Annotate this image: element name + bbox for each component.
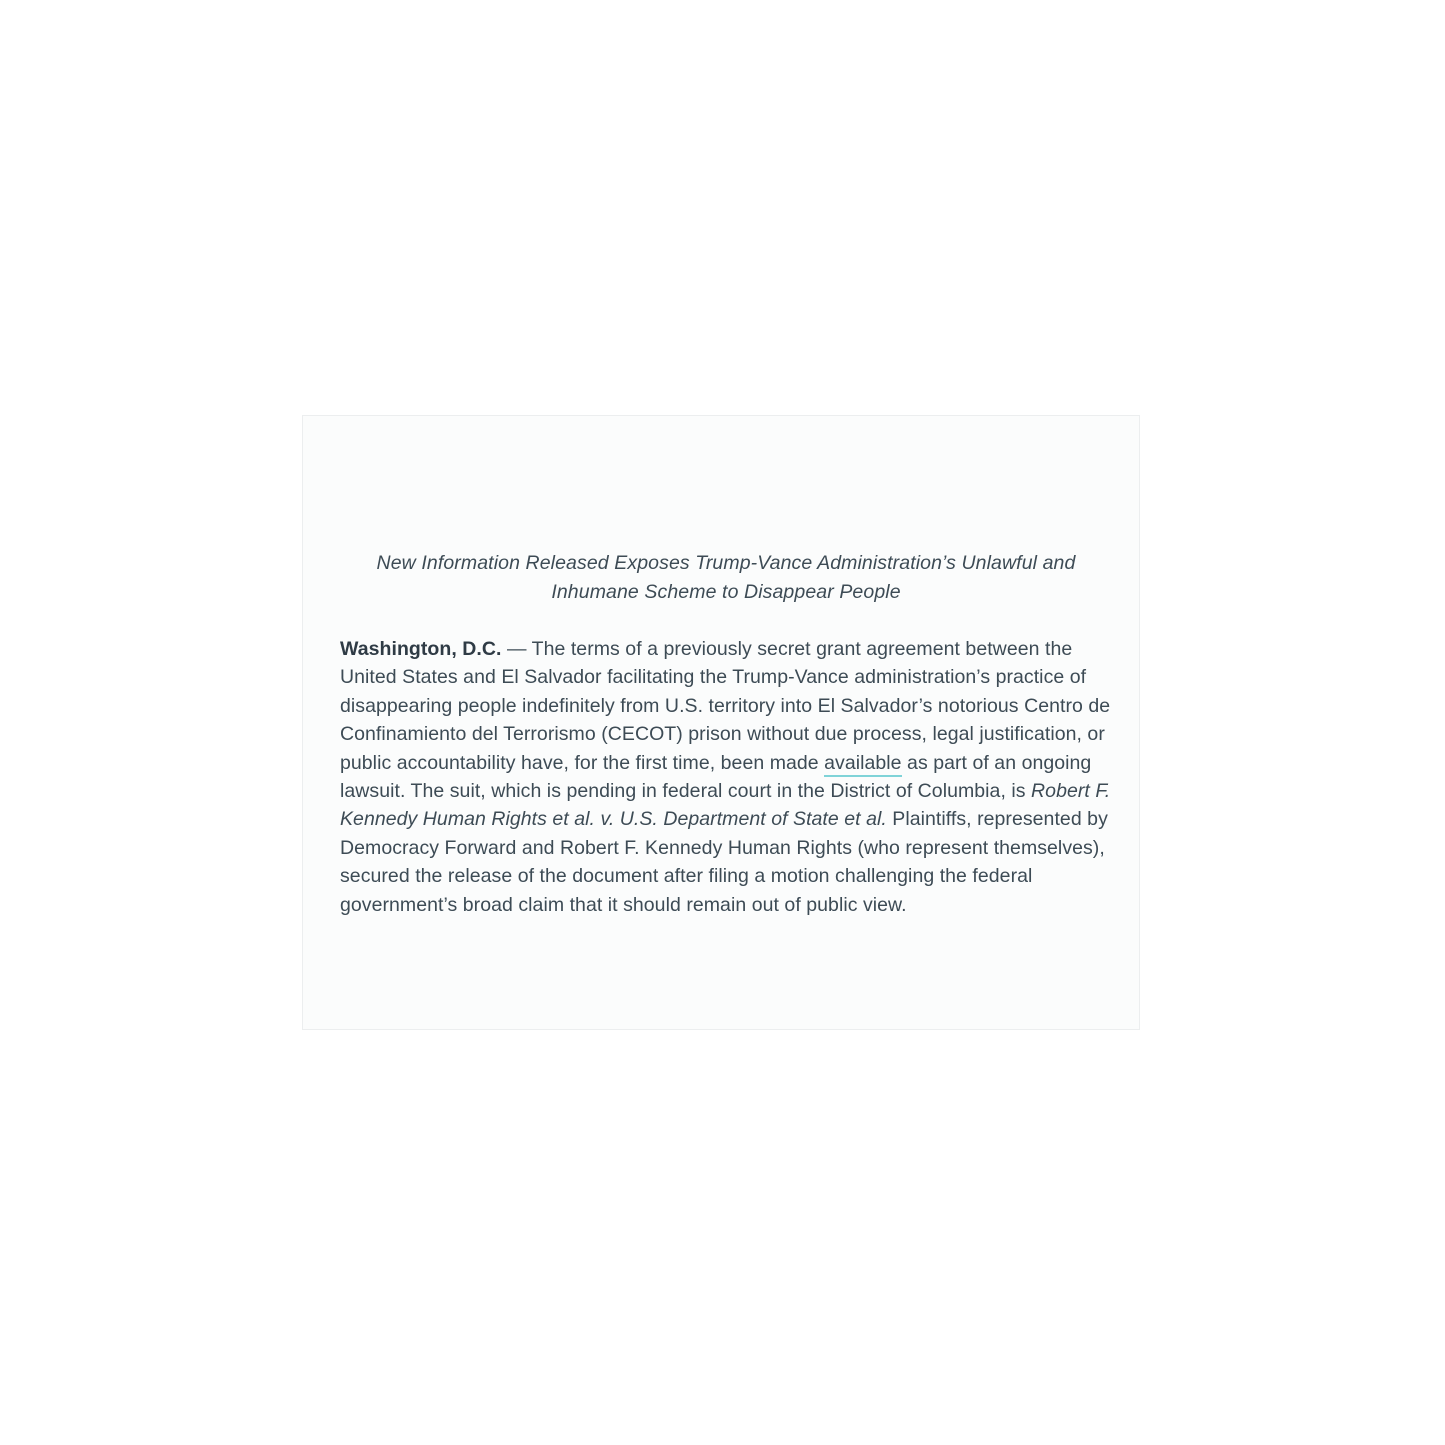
press-release-body [340,635,1112,919]
press-release-content [340,549,1112,919]
available-link[interactable]: available [824,752,901,777]
body-segment-3: Plaintiffs, represented by Democracy Forward and Robert F. Kennedy Human Rights (who represent themselves), secured the release of the document after filing a motion challenging the federal government’s broad claim that it should remain out of public view. [340,808,1108,916]
body-segment-1: — The terms of a previously secret grant agreement between the United States and El Salvador facilitating the Trump-Vance administration’s practice of disappearing people indefinitely from U.S. territory into El Salvador’s notorious Centro de Confinamiento del Terrorismo (CECOT) prison without due process, legal justification, or public accountability have, for the first time, been made [340,638,1111,774]
case-name: Robert F. Kennedy Human Rights et al. v. U.S. Department of State et al. [340,780,1111,831]
body-segment-2: as part of an ongoing lawsuit. The suit, which is pending in federal court in the District of Columbia, is [340,751,1092,803]
press-release-deck: New Information Released Exposes Trump-Vance Administration’s Unlawful and Inhumane Scheme to Disappear People [376,552,1076,603]
press-release-card [302,415,1140,1030]
dateline: Washington, D.C. [340,638,502,660]
